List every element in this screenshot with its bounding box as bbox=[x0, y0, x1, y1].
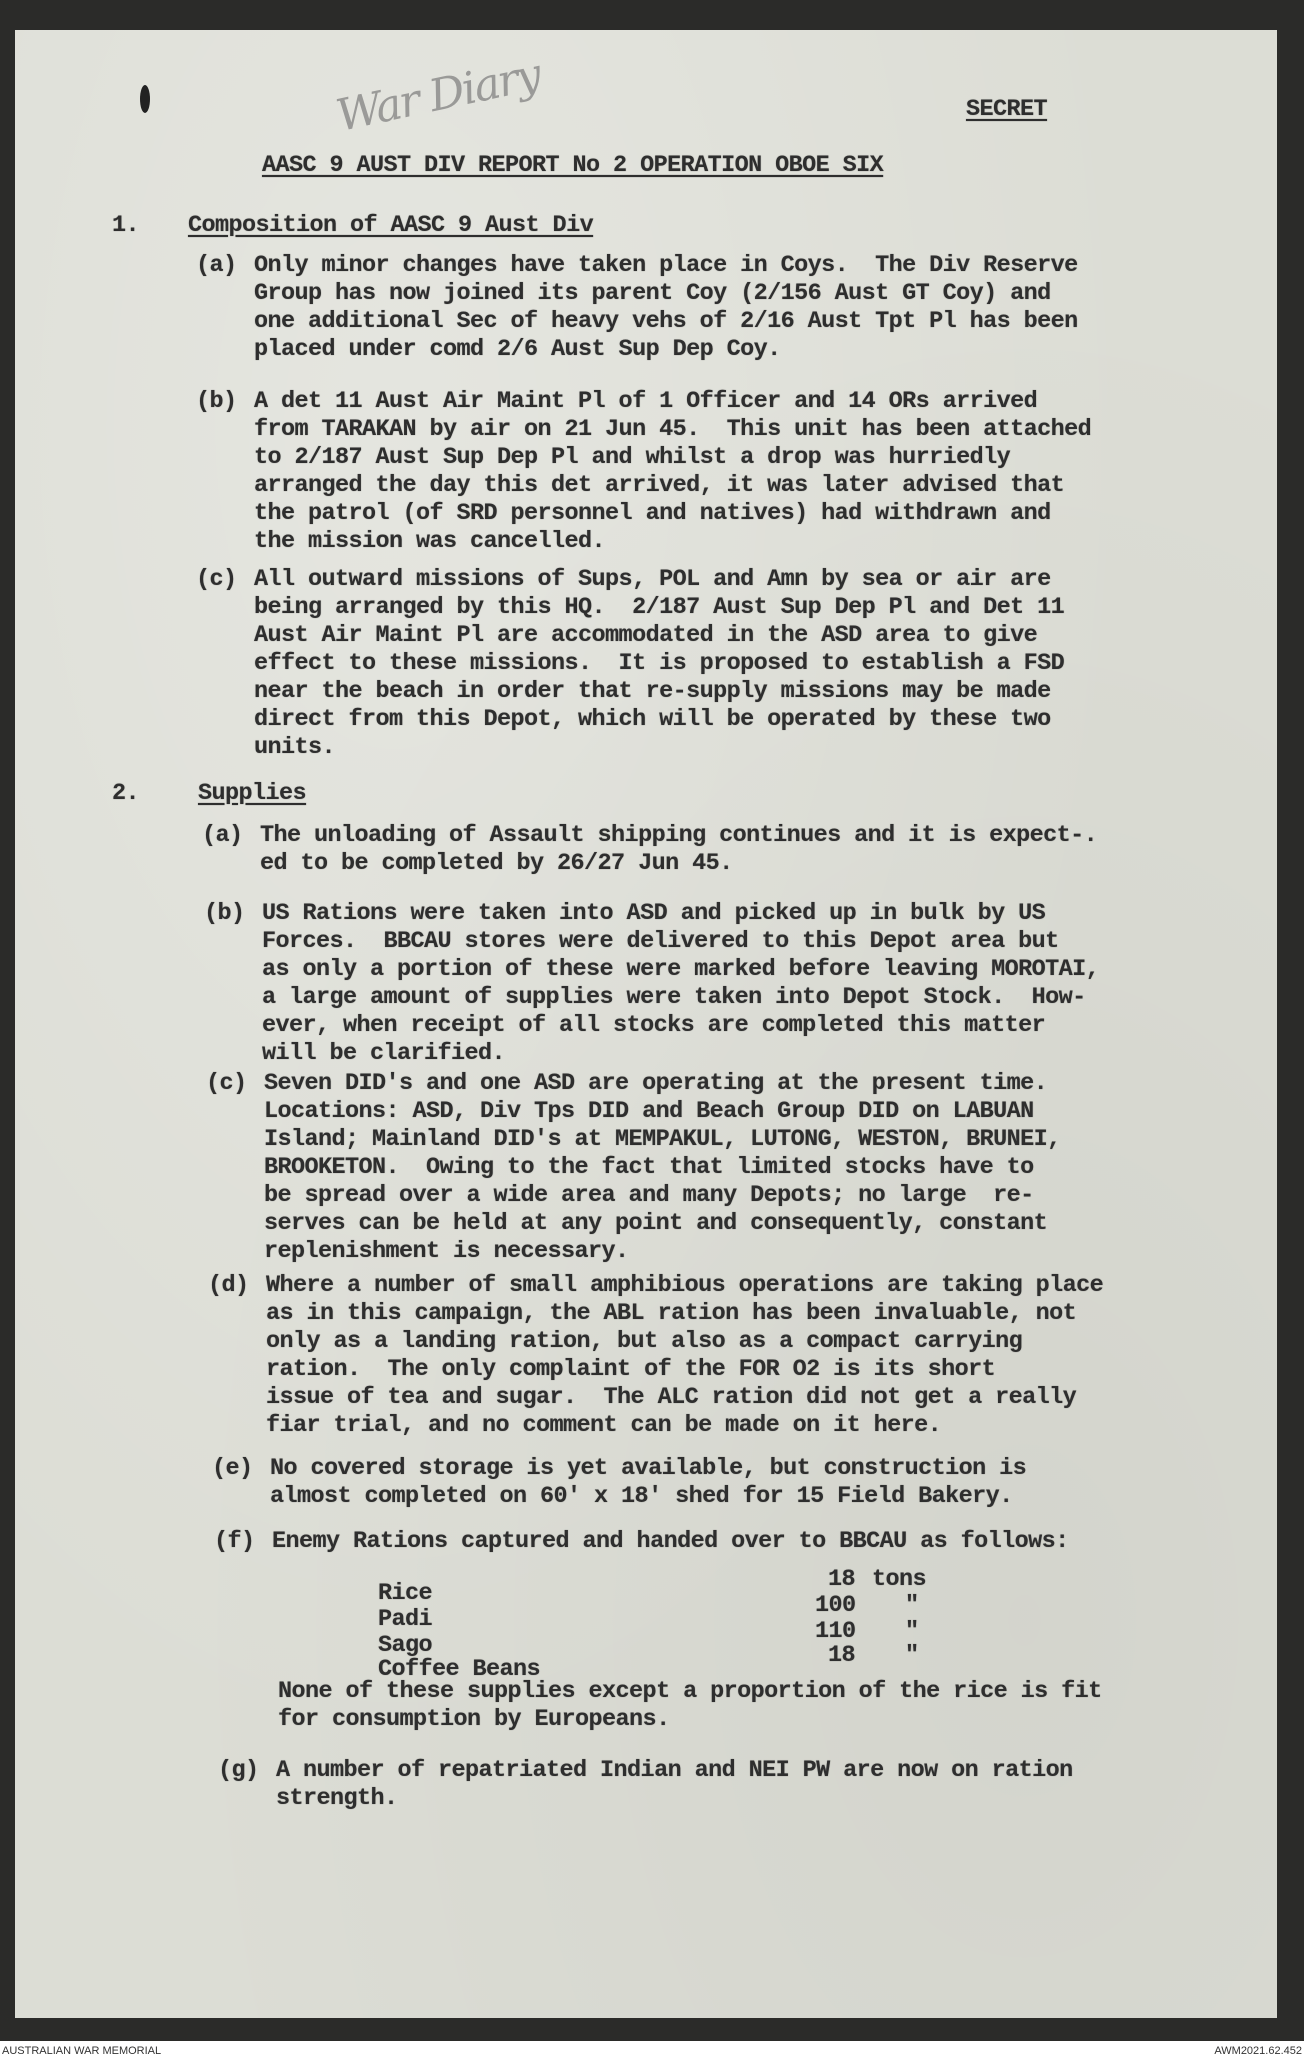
text-line: A det 11 Aust Air Maint Pl of 1 Officer and 14 ORs arrived bbox=[254, 388, 1038, 415]
text-line: strength. bbox=[276, 1785, 398, 1812]
paragraph bbox=[202, 822, 1097, 878]
text-line: Only minor changes have taken place in Coys. The Div Reserve bbox=[254, 252, 1078, 279]
text-line: will be clarified. bbox=[262, 1040, 506, 1067]
text-line: Locations: ASD, Div Tps DID and Beach Group DID on LABUAN bbox=[264, 1098, 1034, 1125]
text-line: being arranged by this HQ. 2/187 Aust Sup Dep Pl and Det 11 bbox=[254, 594, 1065, 621]
paragraph-label: (c) bbox=[206, 1070, 247, 1097]
paragraph bbox=[196, 388, 1091, 556]
ration-item: Coffee Beans bbox=[378, 1656, 541, 1683]
ration-unit: " bbox=[905, 1642, 919, 1669]
text-line: The unloading of Assault shipping continues and it is expect-. bbox=[260, 822, 1098, 849]
paragraph-label: (a) bbox=[202, 822, 243, 849]
text-line: Aust Air Maint Pl are accommodated in the ASD area to give bbox=[254, 622, 1038, 649]
section-heading: Composition of AASC 9 Aust Div bbox=[188, 212, 594, 239]
section-number: 2. bbox=[112, 780, 140, 807]
section-number: 1. bbox=[112, 212, 140, 239]
paragraph bbox=[206, 1070, 1061, 1266]
paragraph-label: (f) bbox=[214, 1528, 255, 1555]
text-line: direct from this Depot, which will be operated by these two bbox=[254, 706, 1051, 733]
text-line: to 2/187 Aust Sup Dep Pl and whilst a drop was hurriedly bbox=[254, 444, 1011, 471]
text-line: All outward missions of Sups, POL and Amn by sea or air are bbox=[254, 566, 1051, 593]
paragraph bbox=[218, 1757, 1073, 1813]
paragraph bbox=[214, 1528, 1069, 1556]
text-line: A number of repatriated Indian and NEI PW are now on ration bbox=[276, 1757, 1073, 1784]
text-line: placed under comd 2/6 Aust Sup Dep Coy. bbox=[254, 336, 781, 363]
text-line: as only a portion of these were marked before leaving MOROTAI, bbox=[262, 956, 1100, 983]
paragraph-label: (d) bbox=[208, 1272, 249, 1299]
paragraph bbox=[208, 1272, 1103, 1440]
footer-institution: AUSTRALIAN WAR MEMORIAL bbox=[2, 2045, 162, 2057]
footer bbox=[0, 2041, 1304, 2061]
text-line: Seven DID's and one ASD are operating at the present time. bbox=[264, 1070, 1048, 1097]
handwritten-annotation: War Diary bbox=[331, 49, 545, 142]
text-line: almost completed on 60' x 18' shed for 15 Field Bakery. bbox=[270, 1483, 1013, 1510]
paragraph bbox=[212, 1455, 1026, 1511]
ration-quantity: 18 bbox=[828, 1642, 856, 1669]
ration-unit: " bbox=[905, 1592, 919, 1619]
ration-unit: tons bbox=[872, 1566, 927, 1593]
text-line: Forces. BBCAU stores were delivered to this Depot area but bbox=[262, 928, 1059, 955]
text-line: issue of tea and sugar. The ALC ration did not get a really bbox=[266, 1384, 1077, 1411]
text-line: the mission was cancelled. bbox=[254, 528, 606, 555]
text-line: serves can be held at any point and consequently, constant bbox=[264, 1210, 1048, 1237]
text-line: Island; Mainland DID's at MEMPAKUL, LUTONG, WESTON, BRUNEI, bbox=[264, 1126, 1061, 1153]
punch-hole bbox=[140, 85, 150, 113]
rations-note: for consumption by Europeans. bbox=[278, 1706, 670, 1733]
text-line: ever, when receipt of all stocks are completed this matter bbox=[262, 1012, 1046, 1039]
paragraph-label: (c) bbox=[196, 566, 237, 593]
rations-note: None of these supplies except a proportion of the rice is fit bbox=[278, 1678, 1102, 1705]
paragraph-label: (b) bbox=[204, 900, 245, 927]
text-line: ration. The only complaint of the FOR O2 is its short bbox=[266, 1356, 996, 1383]
paragraph bbox=[196, 566, 1064, 762]
text-line: Where a number of small amphibious operations are taking place bbox=[266, 1272, 1104, 1299]
paragraph-label: (a) bbox=[196, 252, 237, 279]
ration-unit: " bbox=[905, 1618, 919, 1645]
text-line: near the beach in order that re-supply missions may be made bbox=[254, 678, 1051, 705]
text-line: from TARAKAN by air on 21 Jun 45. This unit has been attached bbox=[254, 416, 1092, 443]
text-line: only as a landing ration, but also as a compact carrying bbox=[266, 1328, 1023, 1355]
text-line: arranged the day this det arrived, it was later advised that bbox=[254, 472, 1065, 499]
text-line: a large amount of supplies were taken into Depot Stock. How- bbox=[262, 984, 1086, 1011]
paragraph bbox=[204, 900, 1099, 1068]
paragraph-label: (b) bbox=[196, 388, 237, 415]
document-title: AASC 9 AUST DIV REPORT No 2 OPERATION OBOE SIX bbox=[262, 152, 884, 179]
text-line: US Rations were taken into ASD and picked up in bulk by US bbox=[262, 900, 1046, 927]
text-line: Enemy Rations captured and handed over to BBCAU as follows: bbox=[272, 1528, 1069, 1555]
text-line: the patrol (of SRD personnel and natives) had withdrawn and bbox=[254, 500, 1051, 527]
paragraph-label: (g) bbox=[218, 1757, 259, 1784]
text-line: units. bbox=[254, 734, 336, 761]
text-line: effect to these missions. It is proposed to establish a FSD bbox=[254, 650, 1065, 677]
text-line: as in this campaign, the ABL ration has been invaluable, not bbox=[266, 1300, 1077, 1327]
footer-reference: AWM2021.62.452 bbox=[1214, 2045, 1302, 2057]
ration-quantity: 100 bbox=[815, 1592, 856, 1619]
text-line: replenishment is necessary. bbox=[264, 1238, 629, 1265]
classification-stamp: SECRET bbox=[966, 96, 1048, 123]
text-line: Group has now joined its parent Coy (2/156 Aust GT Coy) and bbox=[254, 280, 1051, 307]
text-line: No covered storage is yet available, but construction is bbox=[270, 1455, 1027, 1482]
text-line: be spread over a wide area and many Depots; no large re- bbox=[264, 1182, 1034, 1209]
ration-quantity: 18 bbox=[828, 1566, 856, 1593]
paragraph-label: (e) bbox=[212, 1455, 253, 1482]
text-line: BROOKETON. Owing to the fact that limited stocks have to bbox=[264, 1154, 1034, 1181]
text-line: ed to be completed by 26/27 Jun 45. bbox=[260, 850, 733, 877]
ration-item: Rice bbox=[378, 1580, 433, 1607]
ration-item: Sago bbox=[378, 1632, 433, 1659]
paragraph bbox=[196, 252, 1078, 364]
ration-quantity: 110 bbox=[815, 1618, 856, 1645]
text-line: one additional Sec of heavy vehs of 2/16 Aust Tpt Pl has been bbox=[254, 308, 1078, 335]
section-heading: Supplies bbox=[198, 780, 307, 807]
ration-item: Padi bbox=[378, 1606, 433, 1633]
text-line: fiar trial, and no comment can be made on it here. bbox=[266, 1412, 942, 1439]
